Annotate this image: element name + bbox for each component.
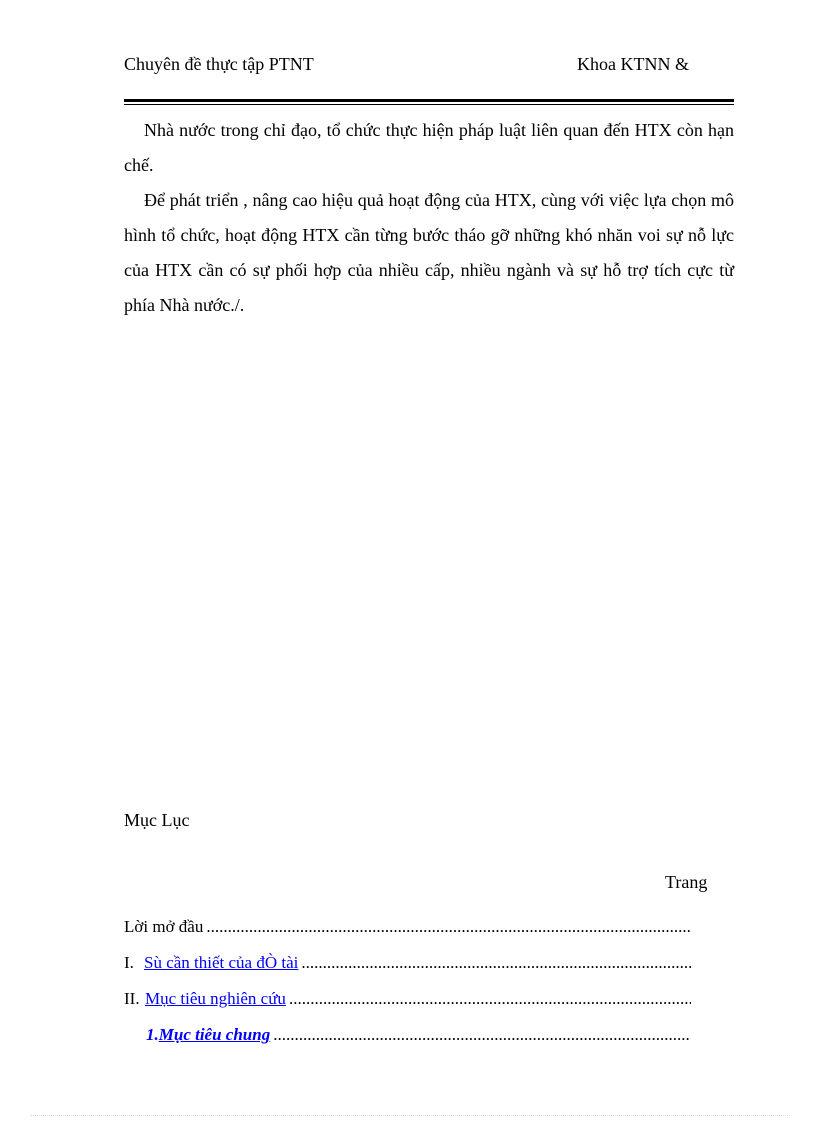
toc-entry-label: Lời mở đầu <box>124 917 204 936</box>
toc-leader-dots <box>289 989 691 1009</box>
toc-entry-number: II. <box>124 989 140 1008</box>
body-paragraph-2: Để phát triển , nâng cao hiệu quả hoạt động của HTX, cùng với việc lựa chọn mô hình tổ chức, hoạt động HTX cần từng bước tháo gỡ những khó nhăn voi sự nỗ lực của HTX cần có sự phối hợp của nhiều cấp, nhiều ngành và sự hỗ trợ tích cực từ phía Nhà nước./. <box>124 190 734 315</box>
toc-leader-dots <box>273 1025 691 1045</box>
header-left-title: Chuyên đề thực tập PTNT <box>124 54 314 74</box>
toc-link-muc-tieu-nghien-cuu[interactable]: Mục tiêu nghiên cứu <box>145 989 286 1008</box>
toc-leader-dots <box>301 953 691 973</box>
toc-entry-loi-mo-dau[interactable] <box>124 901 691 937</box>
toc-entry-number: I. <box>124 953 134 972</box>
table-of-contents <box>124 901 691 1045</box>
toc-entry-number: 1. <box>146 1025 159 1044</box>
toc-page-label: Trang <box>665 872 708 892</box>
body-paragraph-1: Nhà nước trong chỉ đạo, tổ chức thực hiện pháp luật liên quan đến HTX còn hạn chế. <box>124 120 734 175</box>
footer-divider <box>30 1115 790 1116</box>
toc-leader-dots <box>206 917 691 937</box>
toc-entry-muc-tieu-chung[interactable] <box>124 1009 691 1045</box>
toc-link-su-can-thiet[interactable]: Sù cần thiết của đÒ tài <box>144 953 299 972</box>
toc-entry-muc-tieu-nghien-cuu[interactable] <box>124 973 691 1009</box>
header-right-title: Khoa KTNN & <box>577 54 689 74</box>
header-rule-thick <box>124 99 734 102</box>
header-rule-thin <box>124 104 734 105</box>
toc-title: Mục Lục <box>124 810 190 830</box>
body-text <box>124 113 734 323</box>
toc-entry-su-can-thiet[interactable] <box>124 937 691 973</box>
toc-link-muc-tieu-chung[interactable]: Mục tiêu chung <box>158 1025 271 1044</box>
